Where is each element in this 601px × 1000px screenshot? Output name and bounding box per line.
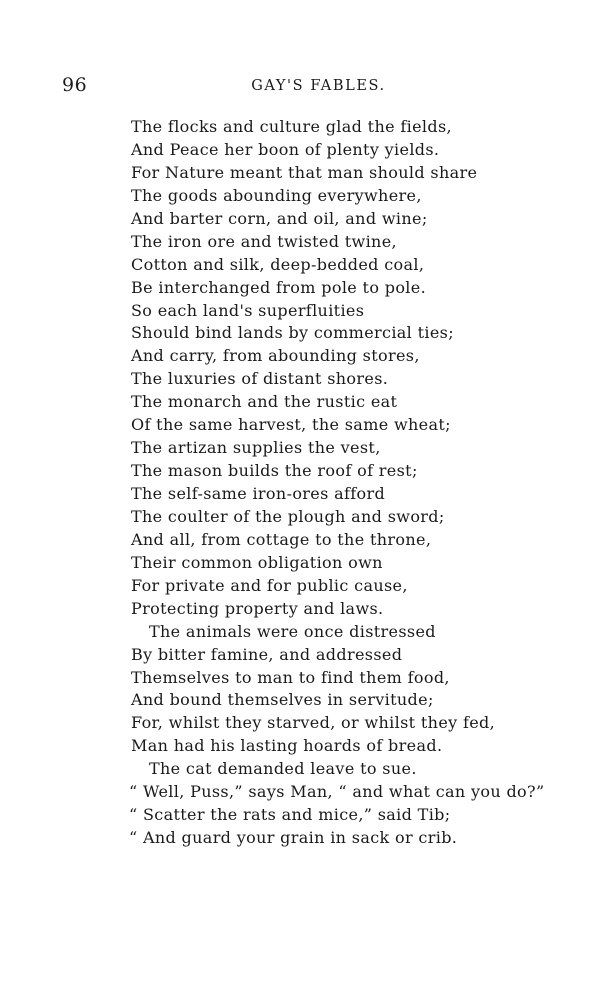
- poem-line: And Peace her boon of plenty yields.: [131, 139, 440, 159]
- poem-line: Should bind lands by commercial ties;: [131, 323, 454, 343]
- poem-line: The self-same iron-ores afford: [131, 484, 386, 503]
- poem-line: And barter corn, and oil, and wine;: [131, 208, 428, 228]
- poem-line: Be interchanged from pole to pole.: [131, 277, 427, 297]
- poem-line: “ Well, Puss,” says Man, “ and what can you do?”: [129, 782, 545, 802]
- poem-line: So each land's superfluities: [131, 300, 365, 320]
- poem-line: The goods abounding everywhere,: [131, 185, 422, 205]
- poem-line: Their common obligation own: [131, 552, 383, 572]
- poem-line: Themselves to man to find them food,: [131, 667, 450, 687]
- running-title: GAY'S FABLES.: [251, 78, 386, 94]
- poem-line: The monarch and the rustic eat: [131, 392, 398, 412]
- poem-line: The flocks and culture glad the fields,: [131, 117, 452, 136]
- poem-line: The mason builds the roof of rest;: [131, 461, 418, 481]
- poem-line: Cotton and silk, deep-bedded coal,: [131, 254, 425, 274]
- poem-line: Protecting property and laws.: [131, 598, 384, 618]
- poem-line: For Nature meant that man should share: [131, 162, 478, 182]
- poem-line: The coulter of the plough and sword;: [131, 506, 445, 526]
- poem-line: Man had his lasting hoards of bread.: [131, 736, 443, 756]
- poem-line: “ Scatter the rats and mice,” said Tib;: [129, 805, 451, 825]
- poem-line: “ And guard your grain in sack or crib.: [129, 828, 458, 848]
- poem-line: For private and for public cause,: [131, 575, 408, 595]
- poem-line: The luxuries of distant shores.: [131, 369, 389, 389]
- poem-text: [131, 116, 545, 850]
- poem-line: The cat demanded leave to sue.: [149, 759, 417, 779]
- poem-line: And bound themselves in servitude;: [131, 690, 434, 710]
- poem-line: The animals were once distressed: [149, 621, 436, 641]
- poem-line: The iron ore and twisted twine,: [131, 231, 397, 251]
- poem-line: For, whilst they starved, or whilst they fed,: [131, 713, 496, 733]
- poem-line: The artizan supplies the vest,: [131, 438, 381, 458]
- poem-line: Of the same harvest, the same wheat;: [131, 415, 451, 435]
- poem-line: And carry, from abounding stores,: [131, 346, 420, 366]
- poem-line: By bitter famine, and addressed: [131, 644, 403, 664]
- page-number: 96: [62, 74, 88, 96]
- poem-line: And all, from cottage to the throne,: [131, 529, 432, 549]
